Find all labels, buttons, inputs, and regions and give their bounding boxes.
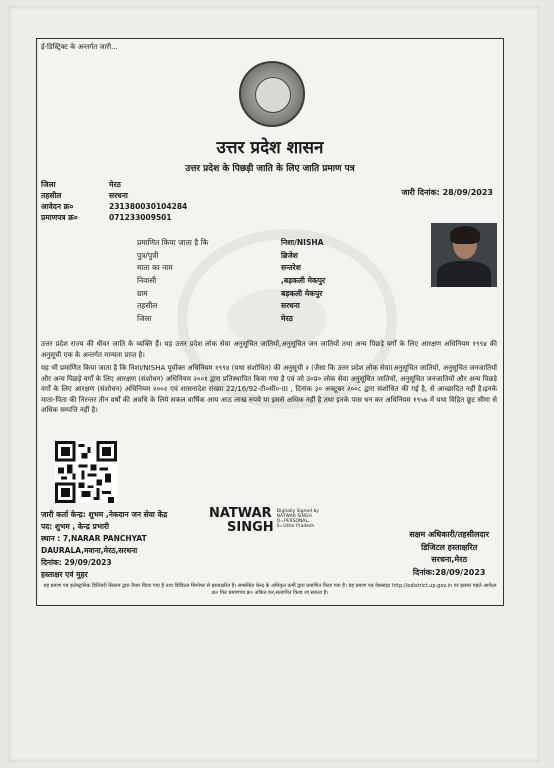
detail-row: निवासी ,बड़कली मेकपुर (137, 276, 326, 286)
detail-row: पुत्र/पुत्री ब्रिजेश (137, 250, 298, 260)
up-emblem-seal-icon (239, 61, 305, 127)
caste-certificate (36, 38, 504, 606)
detail-row: माता का नाम सन्तरेश (137, 263, 301, 273)
detail-row: ग्राम बड़कली मेकपुर (137, 288, 323, 298)
qr-code-icon (55, 441, 117, 503)
verification-footer: यह प्रमाण पत्र इलेक्ट्रानिक डिलिवरी सिस्टम द्वारा तैयार किया गया है तथा डिजिटल सिग्नेचर से हस्ताक्षरित है। सम्बन्धित केन्द्र के अधिकृत कर्मी द्वारा प्रमाणित किया गया है। यह प्रमाण पत्र वेबसाइट http://edistrict.up.gov.in पर इसका पहले आवेदन क्र० फिर प्रमाणपत्र क्र० अंकित कर,सत्यापित किया जा सकता है। (43, 583, 497, 596)
issue-date: जारी दिनांक: 28/09/2023 (401, 188, 493, 197)
page-sheet (8, 6, 540, 762)
authority-block: सक्षम अधिकारी/तहसीलदार डिजिटल हस्ताक्षरित सरधना,मेरठ दिनांक:28/09/2023 (409, 530, 489, 577)
digital-signature: NATWAR SINGH Digitally Signed by NATWAR SINGH O=PERSONAL, S=Uttar Pradesh (209, 506, 319, 535)
header-note: ई-डिस्ट्रिक्ट के अन्तर्गत जारी... (41, 43, 118, 51)
applicant-details (137, 237, 325, 325)
applicant-photo (431, 223, 497, 287)
certificate-paragraph-1: उत्तर प्रदेश राज्य की धीवर जाति के व्यक्ति हैं। यह उत्तर प्रदेश लोक सेवा अनुसूचित जातियों,अनुसूचित जन जातियों तथा अन्य पिछड़े वर्गों के लिए आरक्षण अधिनियम १९९४ की अनुसूची एक के अन्तर्गत मान्यता प्राप्त है। (41, 340, 497, 359)
certificate-subtitle: उत्तर प्रदेश के पिछड़ी जाति के लिए जाति प्रमाण पत्र (185, 164, 355, 174)
meta-block: जिला मेरठ तहसील सरधना आवेदन क्र० 231380030104284 प्रमाणपत्र क्र० 071233009501 (41, 180, 188, 222)
certificate-title: उत्तर प्रदेश शासन (216, 138, 324, 158)
detail-row: तहसील सरधना (137, 301, 300, 311)
issuing-centre-block: जारी कर्ता केन्द्र: शुभम ,नेकदान जन सेवा केंद्र पद: शुभम , केन्द्र प्रभारी स्थान : 7,NARAR PANCHYAT DAURALA,मवाना,मेरठ,सरधना दिनांक: 29/09/2023 हस्ताक्षर एवं मुहर (41, 510, 168, 579)
detail-row: प्रमाणित किया जाता है कि निशा/NISHA (137, 238, 324, 248)
certificate-paragraph-2: यह भी प्रमाणित किया जाता है कि निशा/NISHA पूर्वोक्त अधिनियम १९९४ (यथा संशोधित) की अनुसूची २ (जैसा कि उत्तर प्रदेश लोक सेवा(अनुसूचित जातियों, अनुसूचित जनजातियों और अन्य पिछड़े वर्गों के लिए आरक्षण (संशोधन) अधिनियम २००१ द्वारा प्रतिस्थापित किया गया है एवं जो उ०प्र० लोक सेवा अनुसूचित जातियों, अनुसूचित जनजातियों और अन्य पिछड़े वर्गों के लिए आरक्षण (संशोधन) अधिनियम २००२ एवं शासनादेश संख्या 22/16/92-टी०सी०-III , दिनांक ३० अक्टूबर २००८ द्वारा संशोधित की गई है, से आच्छादित नहीं है।इनके माता-पिता की निरन्तर तीन वर्षों की अवधि के लिये सकल वार्षिक आय आठ लाख रुपये या इससे अधिक नहीं है तथा इनके पास धन कर अधिनियम १९५७ में यथा विहित छूट सीमा से अधिक सम्पत्ति नहीं है। (41, 364, 497, 415)
detail-row: जिला मेरठ (137, 313, 293, 323)
